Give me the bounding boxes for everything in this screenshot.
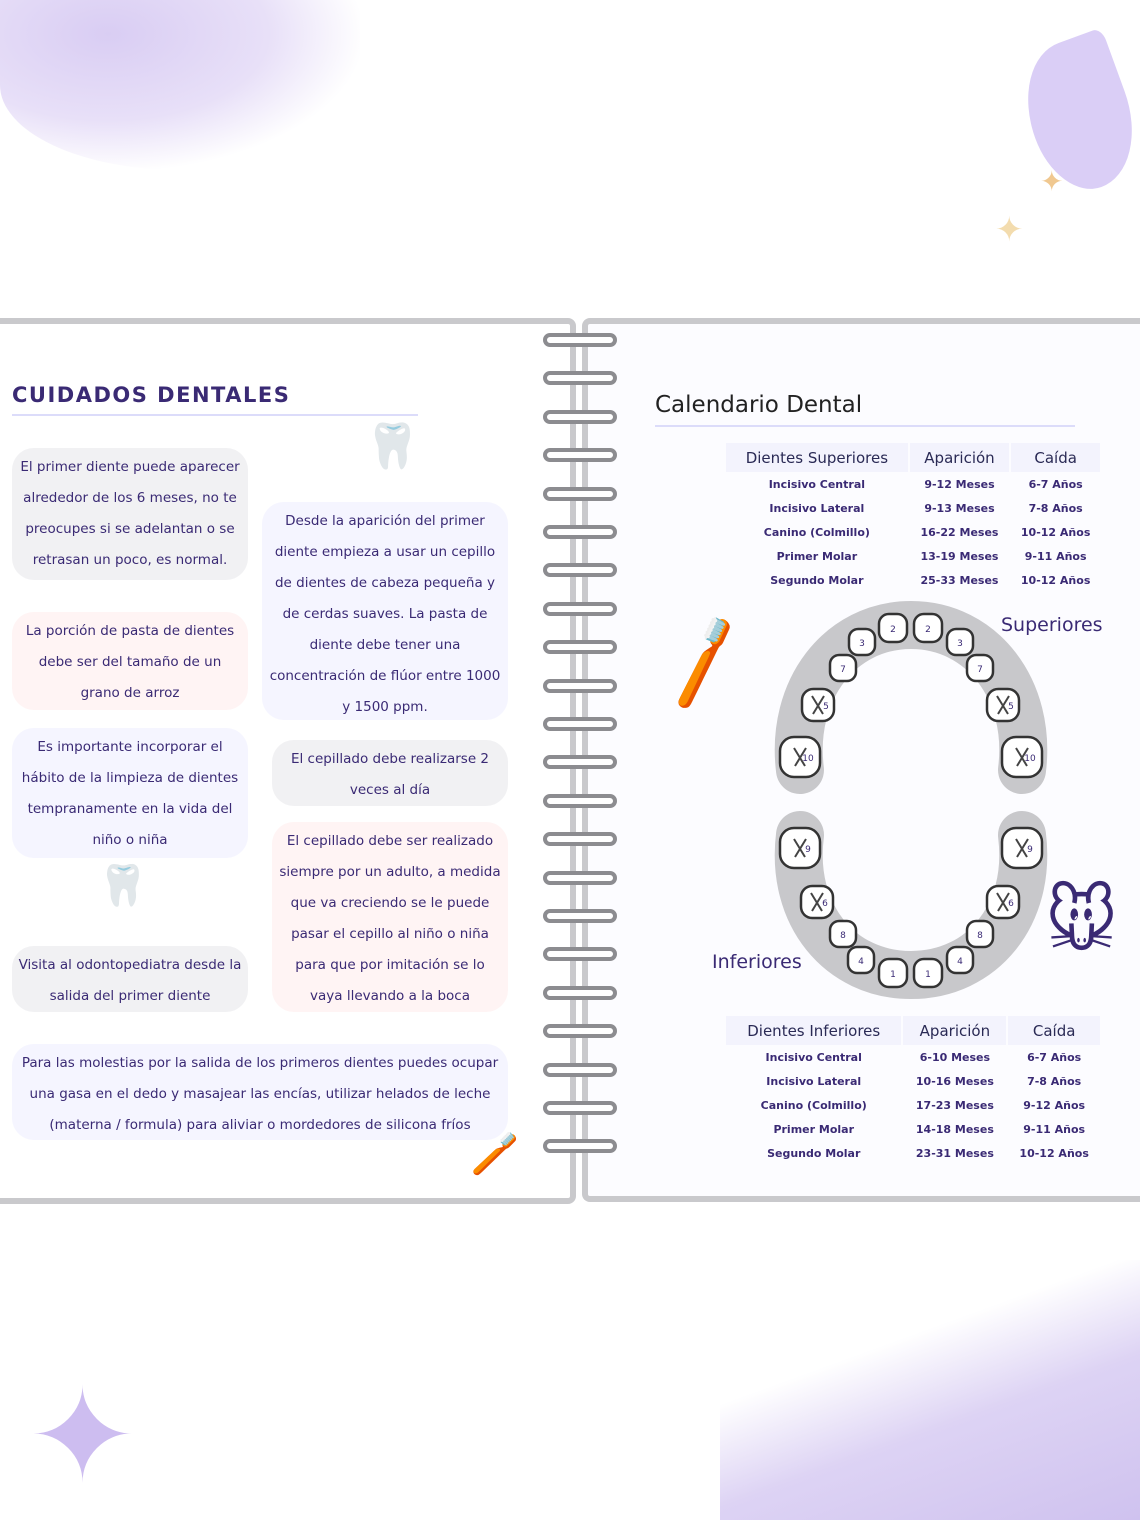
tooth bbox=[1002, 828, 1042, 868]
tooth bbox=[1002, 737, 1042, 777]
table-cell: 25-33 Meses bbox=[920, 573, 999, 587]
tip-card: El cepillado debe ser realizado siempre por un adulto, a medida que va creciendo se le puede pasar el cepillo al niño o niña para que por imitación se lo vaya llevando a la boca bbox=[272, 822, 508, 1012]
tooth-number: 4 bbox=[858, 957, 864, 967]
table-cell: 9-13 Meses bbox=[924, 501, 995, 515]
table-cell: 17-23 Meses bbox=[915, 1098, 994, 1112]
tooth bbox=[848, 947, 874, 973]
table-cell: 10-12 Años bbox=[1019, 1146, 1089, 1160]
tooth-magnifier-illustration: 🦷 bbox=[365, 421, 420, 472]
tip-card: Es importante incorporar el hábito de la limpieza de dientes tempranamente en la vida del niño o niña bbox=[12, 728, 248, 858]
column-header: Caída bbox=[1011, 443, 1100, 472]
upper-label: Superiores bbox=[1001, 614, 1103, 636]
tooth-number: 5 bbox=[1008, 702, 1014, 712]
tooth-number: 2 bbox=[890, 625, 896, 635]
tooth-number: 7 bbox=[977, 665, 983, 675]
tip-card: Desde la aparición del primer diente empieza a usar un cepillo de dientes de cabeza pequeña y de cerdas suaves. La pasta de diente debe tener una concentración de flúor entre 1000 y 1500 ppm. bbox=[262, 502, 508, 720]
column-header: Aparición bbox=[910, 443, 1010, 472]
dentist-tooth-illustration: 🦷 bbox=[98, 863, 148, 909]
column-header: Dientes Superiores bbox=[726, 443, 908, 472]
tooth bbox=[987, 886, 1019, 918]
table-cell: 23-31 Meses bbox=[915, 1146, 994, 1160]
table-cell: Segundo Molar bbox=[770, 573, 864, 587]
lower-label: Inferiores bbox=[712, 951, 802, 973]
tooth-number: 1 bbox=[890, 970, 896, 980]
tooth bbox=[780, 828, 820, 868]
tooth-number: 1 bbox=[925, 970, 931, 980]
column-header: Aparición bbox=[903, 1016, 1006, 1045]
column-header: Caída bbox=[1008, 1016, 1100, 1045]
tooth-number: 8 bbox=[840, 931, 846, 941]
table-cell: Primer Molar bbox=[776, 549, 858, 563]
tooth-number: 10 bbox=[1024, 754, 1036, 764]
table-cell: 16-22 Meses bbox=[920, 525, 999, 539]
tooth bbox=[830, 655, 856, 681]
table-cell: 9-11 Años bbox=[1023, 1122, 1086, 1136]
tooth bbox=[801, 886, 833, 918]
tip-card: El cepillado debe realizarse 2 veces al día bbox=[272, 740, 508, 806]
table-cell: Canino (Colmillo) bbox=[763, 525, 870, 539]
table-cell: 6-7 Años bbox=[1027, 1050, 1082, 1064]
tip-card: La porción de pasta de dientes debe ser del tamaño de un grano de arroz bbox=[12, 612, 248, 710]
tooth bbox=[879, 614, 907, 642]
tooth-number: 9 bbox=[1027, 845, 1033, 855]
tooth-toothbrush-illustration: 🪥 bbox=[470, 1131, 520, 1177]
tooth bbox=[947, 947, 973, 973]
table-cell: 6-10 Meses bbox=[919, 1050, 991, 1064]
sparkle-icon: ✦ bbox=[28, 1360, 137, 1512]
tooth-number: 4 bbox=[957, 957, 963, 967]
tooth-number: 3 bbox=[859, 639, 865, 649]
table-cell: 7-8 Años bbox=[1027, 1074, 1082, 1088]
table-cell: Segundo Molar bbox=[767, 1146, 861, 1160]
mouse-illustration: 🐭 bbox=[1045, 880, 1119, 962]
tooth bbox=[947, 629, 973, 655]
sparkle-icon: ✦ bbox=[1040, 165, 1064, 198]
table-cell: Incisivo Lateral bbox=[766, 1074, 862, 1088]
tooth-number: 6 bbox=[822, 899, 828, 909]
tooth-number: 7 bbox=[840, 665, 846, 675]
table-cell: Canino (Colmillo) bbox=[760, 1098, 867, 1112]
tooth-number: 8 bbox=[977, 931, 983, 941]
tooth bbox=[967, 655, 993, 681]
table-cell: 7-8 Años bbox=[1028, 501, 1083, 515]
table-cell: Incisivo Central bbox=[768, 477, 866, 491]
tooth-number: 6 bbox=[1008, 899, 1014, 909]
table-cell: 10-12 Años bbox=[1020, 573, 1091, 587]
table-cell: 9-11 Años bbox=[1024, 549, 1087, 563]
tooth bbox=[914, 959, 942, 987]
tooth-number: 5 bbox=[823, 702, 829, 712]
table-cell: 6-7 Años bbox=[1028, 477, 1083, 491]
tooth-number: 9 bbox=[805, 845, 811, 855]
table-cell: 10-12 Años bbox=[1020, 525, 1091, 539]
tip-card: Para las molestias por la salida de los primeros dientes puedes ocupar una gasa en el dedo y masajear las encías, utilizar helados de leche (materna / formula) para aliviar o mordedores de silicona fríos bbox=[12, 1044, 508, 1140]
table-cell: Primer Molar bbox=[773, 1122, 854, 1136]
page-title: CUIDADOS DENTALES bbox=[12, 383, 291, 407]
table-cell: 9-12 Años bbox=[1023, 1098, 1086, 1112]
tooth bbox=[967, 921, 993, 947]
tooth bbox=[914, 614, 942, 642]
table-cell: 14-18 Meses bbox=[915, 1122, 994, 1136]
sparkle-icon: ✦ bbox=[995, 210, 1024, 250]
table-cell: Incisivo Central bbox=[765, 1050, 862, 1064]
table-cell: 10-16 Meses bbox=[915, 1074, 994, 1088]
tip-card: Visita al odontopediatra desde la salida del primer diente bbox=[12, 946, 248, 1012]
tooth-number: 3 bbox=[957, 639, 963, 649]
table-cell: 13-19 Meses bbox=[920, 549, 999, 563]
tooth-number: 2 bbox=[925, 625, 931, 635]
tooth bbox=[830, 921, 856, 947]
toothpaste-illustration: 🪥 bbox=[648, 607, 759, 715]
tooth bbox=[780, 737, 820, 777]
tooth bbox=[849, 629, 875, 655]
table-cell: 9-12 Meses bbox=[924, 477, 995, 491]
tooth bbox=[879, 959, 907, 987]
tooth bbox=[987, 689, 1019, 721]
table-cell: Incisivo Lateral bbox=[769, 501, 865, 515]
column-header: Dientes Inferiores bbox=[726, 1016, 901, 1045]
tooth-number: 10 bbox=[802, 754, 814, 764]
tooth bbox=[802, 689, 834, 721]
page-title: Calendario Dental bbox=[655, 392, 863, 418]
tip-card: El primer diente puede aparecer alrededor de los 6 meses, no te preocupes si se adelantan o se retrasan un poco, es normal. bbox=[12, 448, 248, 580]
